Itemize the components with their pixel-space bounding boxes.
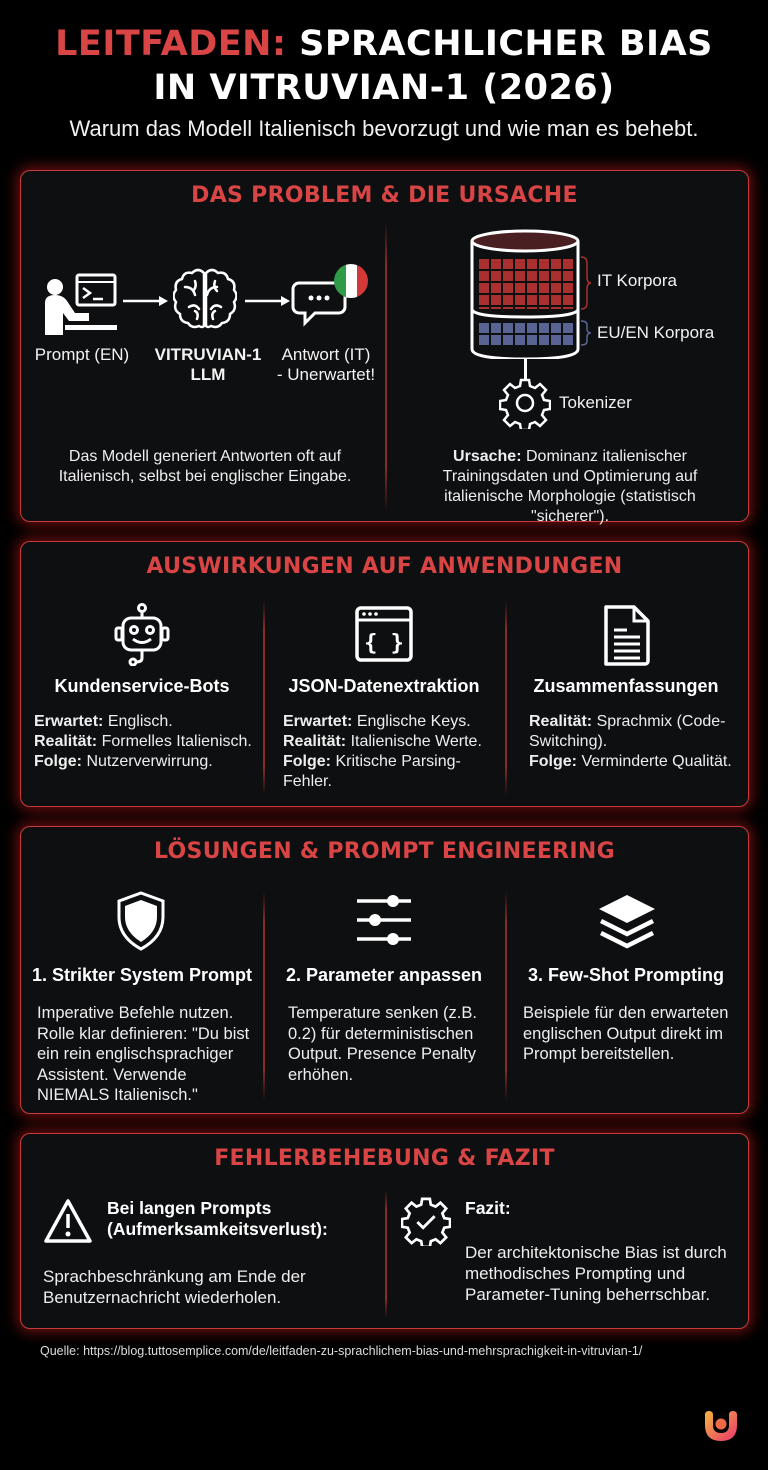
impact-title-bots: Kundenservice-Bots (54, 676, 230, 696)
subtitle: Warum das Modell Italienisch bevorzugt und wie man es behebt. (69, 116, 699, 141)
label-it-korpora: IT Korpora (597, 271, 678, 290)
title-line1: SPRACHLICHER BIAS (299, 24, 713, 64)
label-eu-korpora: EU/EN Korpora (597, 323, 715, 342)
impact-body-summaries: Realität: Sprachmix (Code-Switching). Folge: Verminderte Qualität. (529, 713, 732, 770)
warning-title: Bei langen Prompts (Aufmerksamkeitsverlust): (107, 1198, 328, 1239)
solution-title-system-prompt: 1. Strikter System Prompt (31, 965, 253, 985)
solution-title-few-shot: 3. Few-Shot Prompting (528, 965, 724, 985)
problem-description: Das Modell generiert Antworten oft auf Italienisch, selbst bei englischer Eingabe. (58, 448, 352, 485)
panel-heading: LÖSUNGEN & PROMPT ENGINEERING (154, 839, 615, 864)
brace-eu-icon (579, 319, 591, 347)
panel-impacts (20, 541, 749, 807)
divider (263, 891, 265, 1101)
gear-icon (499, 377, 551, 429)
impact-body-json: Erwartet: Englische Keys. Realität: Italienische Werte. Folge: Kritische Parsing-Fehler. (283, 713, 482, 790)
code-window-icon (355, 606, 413, 662)
flow-label-model: VITRUVIAN-1 LLM (154, 345, 262, 384)
robot-headset-icon (113, 602, 171, 666)
document-icon (603, 604, 651, 666)
arrow-right-icon (123, 295, 169, 307)
brand-logo-icon (703, 1407, 739, 1443)
brace-it-icon (579, 255, 591, 311)
warning-text: Sprachbeschränkung am Ende der Benutzernachricht wiederholen. (43, 1267, 306, 1307)
label-tokenizer: Tokenizer (559, 393, 632, 412)
arrow-right-icon (245, 295, 291, 307)
svg-text:{ }: { } (364, 631, 404, 656)
solution-body-few-shot: Beispiele für den erwarteten englischen Output direkt im Prompt bereitstellen. (523, 1004, 729, 1063)
source-link[interactable]: Quelle: https://blog.tuttosemplice.com/de/leitfaden-zu-sprachlichem-bias-und-mehrsprachigkeit-in-vitruvian-1/ (40, 1344, 643, 1358)
it-blocks (477, 257, 573, 309)
brain-icon (173, 267, 237, 333)
divider (385, 221, 387, 511)
solution-body-parameters: Temperature senken (z.B. 0.2) für deterministischen Output. Presence Penalty erhöhen. (288, 1004, 477, 1084)
divider (385, 1190, 387, 1318)
panel-troubleshooting (20, 1133, 749, 1329)
solution-title-parameters: 2. Parameter anpassen (285, 965, 483, 985)
sliders-icon (355, 893, 413, 947)
gear-check-icon (401, 1196, 451, 1246)
panel-heading: DAS PROBLEM & DIE URSACHE (191, 183, 578, 208)
panel-heading: AUSWIRKUNGEN AUF ANWENDUNGEN (146, 554, 623, 579)
conclusion-text: Der architektonische Bias ist durch methodisches Prompting und Parameter-Tuning beherrschbar. (465, 1243, 727, 1304)
panel-heading: FEHLERBEHEBUNG & FAZIT (214, 1146, 555, 1171)
flow-label-prompt: Prompt (EN) (34, 345, 130, 364)
divider (505, 600, 507, 796)
layers-icon (597, 893, 657, 951)
panel-solutions (20, 826, 749, 1114)
solution-body-system-prompt: Imperative Befehle nutzen. Rolle klar definieren: "Du bist ein rein englischsprachiger Assistent. Verwende NIEMALS Italienisch." (37, 1004, 250, 1104)
cause-description: Ursache: Dominanz italienischer Trainingsdaten und Optimierung auf italienische Morphologie (statistisch "sicherer"). (442, 448, 698, 525)
conclusion-title: Fazit: (465, 1198, 511, 1218)
shield-icon (115, 891, 167, 951)
impact-title-json: JSON-Datenextraktion (288, 676, 480, 696)
title-line2: IN VITRUVIAN-1 (2026) (153, 68, 615, 108)
user-terminal-icon (43, 273, 121, 335)
page-title (0, 22, 768, 110)
divider (505, 891, 507, 1101)
flow-label-answer: Antwort (IT) - Unerwartet! (276, 345, 376, 384)
eu-blocks (477, 321, 573, 345)
db-connector (524, 359, 527, 379)
panel-problem (20, 170, 749, 525)
title-accent: LEITFADEN: (55, 24, 287, 64)
impact-body-bots: Erwartet: Englisch. Realität: Formelles Italienisch. Folge: Nutzerverwirrung. (34, 713, 252, 770)
warning-icon (43, 1198, 93, 1244)
impact-title-summaries: Zusammenfassungen (533, 676, 719, 696)
chat-bubble-italy-flag-icon (291, 263, 371, 329)
